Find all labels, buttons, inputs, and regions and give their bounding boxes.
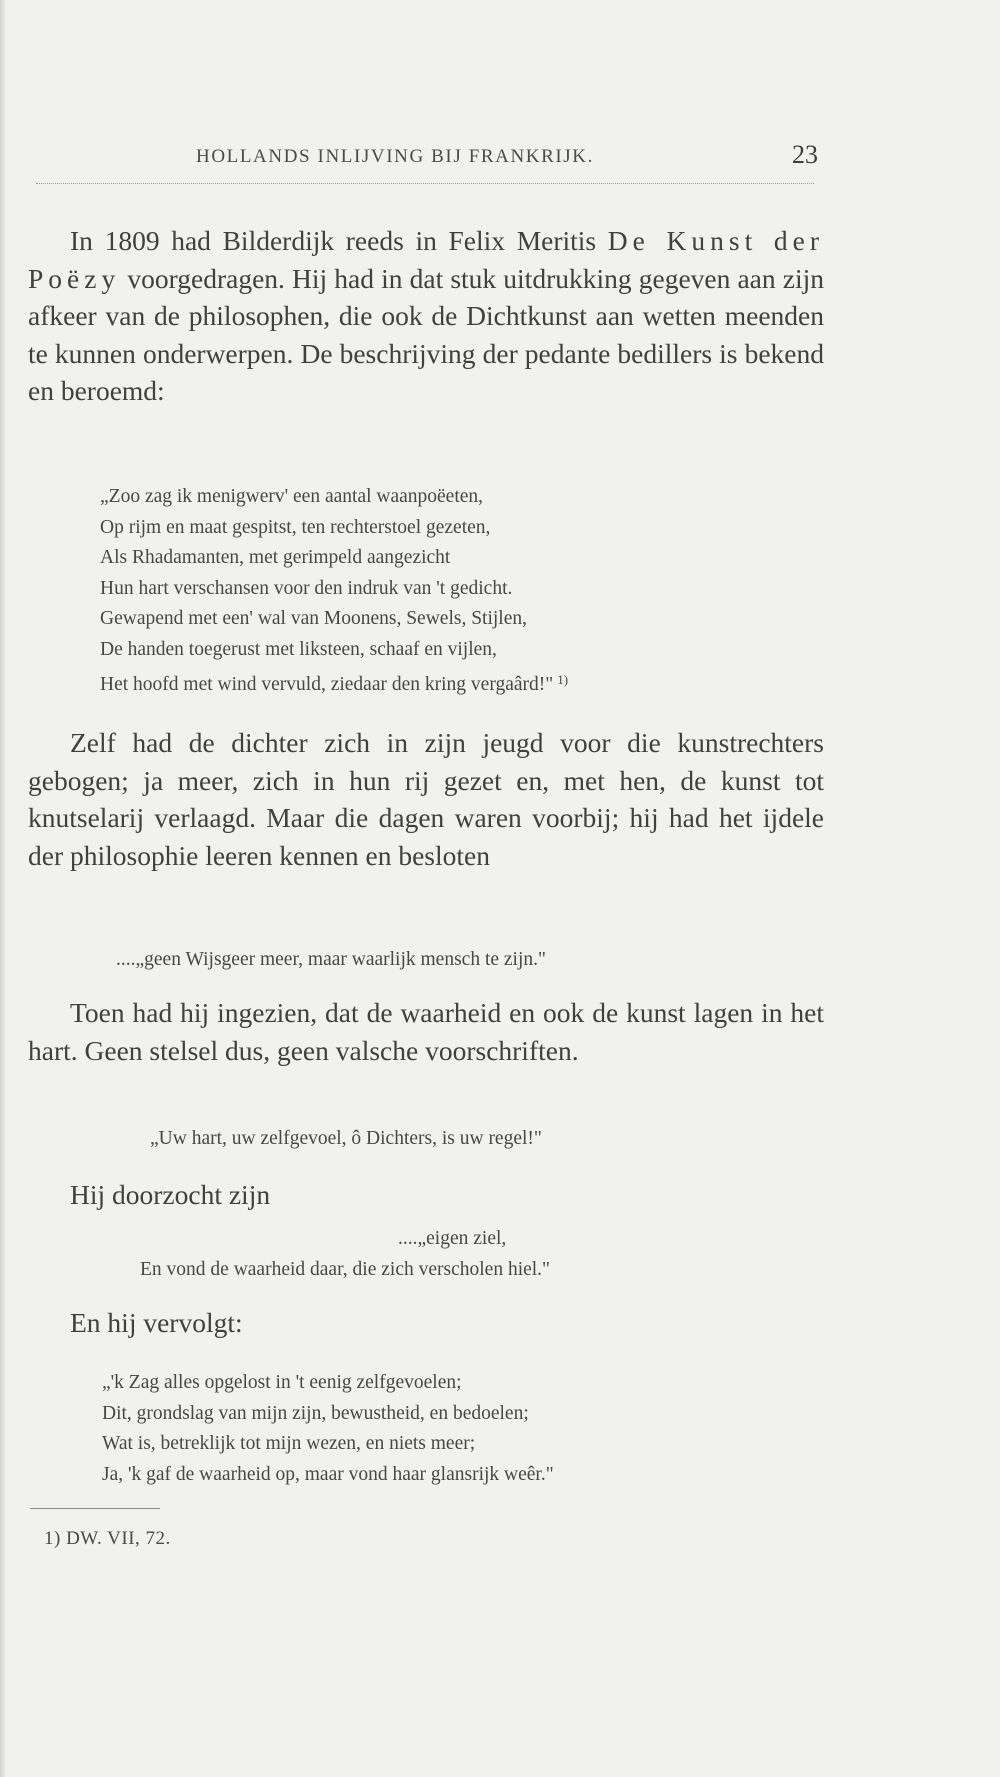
quote-wijsgeer: [116, 945, 546, 976]
verse-line: ....„eigen ziel,: [398, 1228, 507, 1249]
paragraph-text: Zelf had de dichter zich in zijn jeugd voor die kunstrechters gebogen; ja meer, zich in hun rij gezet en, met hen, de kunst tot knutselarij verlaagd. Maar die dagen waren voorbij; hij had het ijdele der philosophie leeren kennen en besloten: [28, 727, 824, 871]
verse-line: [100, 665, 568, 701]
verse-block-zelfgevoelen: [102, 1368, 554, 1490]
footnote: 1) DW. VII, 72.: [44, 1528, 171, 1549]
verse-block-eigen-ziel: [140, 1224, 550, 1285]
paragraph-bilderdijk: [28, 222, 824, 410]
verse-line: „'k Zag alles opgelost in 't eenig zelfgevoelen;: [102, 1372, 462, 1393]
header-rule: [36, 183, 814, 184]
running-head: [0, 140, 1000, 176]
page-number: 23: [792, 140, 818, 169]
paragraph-text: voorgedragen. Hij had in dat stuk uitdrukking gegeven aan zijn afkeer van de philosophen, die ook de Dichtkunst aan wetten meenden te kunnen onderwerpen. De beschrijving der pedante bedillers is bekend en beroemd:: [28, 262, 824, 406]
verse-line: De handen toegerust met liksteen, schaaf en vijlen,: [100, 638, 497, 660]
paragraph-text: In 1809 had Bilderdijk reeds in Felix Meritis: [70, 225, 608, 256]
work-title: De Kunst der Poëzy: [28, 225, 824, 294]
quote-line: „Uw hart, uw zelfgevoel, ô Dichters, is uw regel!": [150, 1128, 542, 1149]
quote-uw-hart: [150, 1124, 542, 1155]
verse-line: Als Rhadamanten, met gerimpeld aangezicht: [100, 547, 451, 568]
verse-line: Op rijm en maat gespitst, ten rechterstoel gezeten,: [100, 516, 491, 538]
verse-line: „Zoo zag ik menigwerv' een aantal waanpoëeten,: [100, 486, 484, 507]
verse-line: En vond de waarheid daar, die zich verscholen hiel.": [140, 1258, 551, 1280]
quote-line: ....„geen Wijsgeer meer, maar waarlijk mensch te zijn.": [116, 949, 546, 970]
verse-block-waanpoeeten: [100, 482, 568, 701]
verse-line: Wat is, betreklijk tot mijn wezen, en niets meer;: [102, 1433, 476, 1454]
verse-line-text: Het hoofd met wind vervuld, ziedaar den kring vergaârd!": [100, 674, 554, 695]
paragraph-text: Hij doorzocht zijn: [70, 1179, 271, 1210]
verse-line: Dit, grondslag van mijn zijn, bewustheid, en bedoelen;: [102, 1402, 529, 1424]
verse-line: Ja, 'k gaf de waarheid op, maar vond haar glansrijk weêr.": [102, 1463, 554, 1485]
page-edge-shadow: [0, 0, 6, 1777]
footnote-rule: [30, 1508, 160, 1509]
paragraph-text: En hij vervolgt:: [70, 1307, 243, 1338]
paragraph-kunstrechters: [28, 724, 824, 874]
paragraph-vervolgt: [28, 1304, 824, 1342]
paragraph-doorzocht: [28, 1176, 824, 1214]
footnote-reference[interactable]: 1): [557, 672, 569, 687]
running-title: HOLLANDS INLIJVING BIJ FRANKRIJK.: [196, 146, 594, 167]
paragraph-text: Toen had hij ingezien, dat de waarheid en ook de kunst lagen in het hart. Geen stelsel dus, geen valsche voorschriften.: [28, 997, 824, 1066]
verse-line: Gewapend met een' wal van Moonens, Sewels, Stijlen,: [100, 608, 528, 629]
paragraph-waarheid: [28, 994, 824, 1069]
verse-line: Hun hart verschansen voor den indruk van 't gedicht.: [100, 577, 513, 599]
